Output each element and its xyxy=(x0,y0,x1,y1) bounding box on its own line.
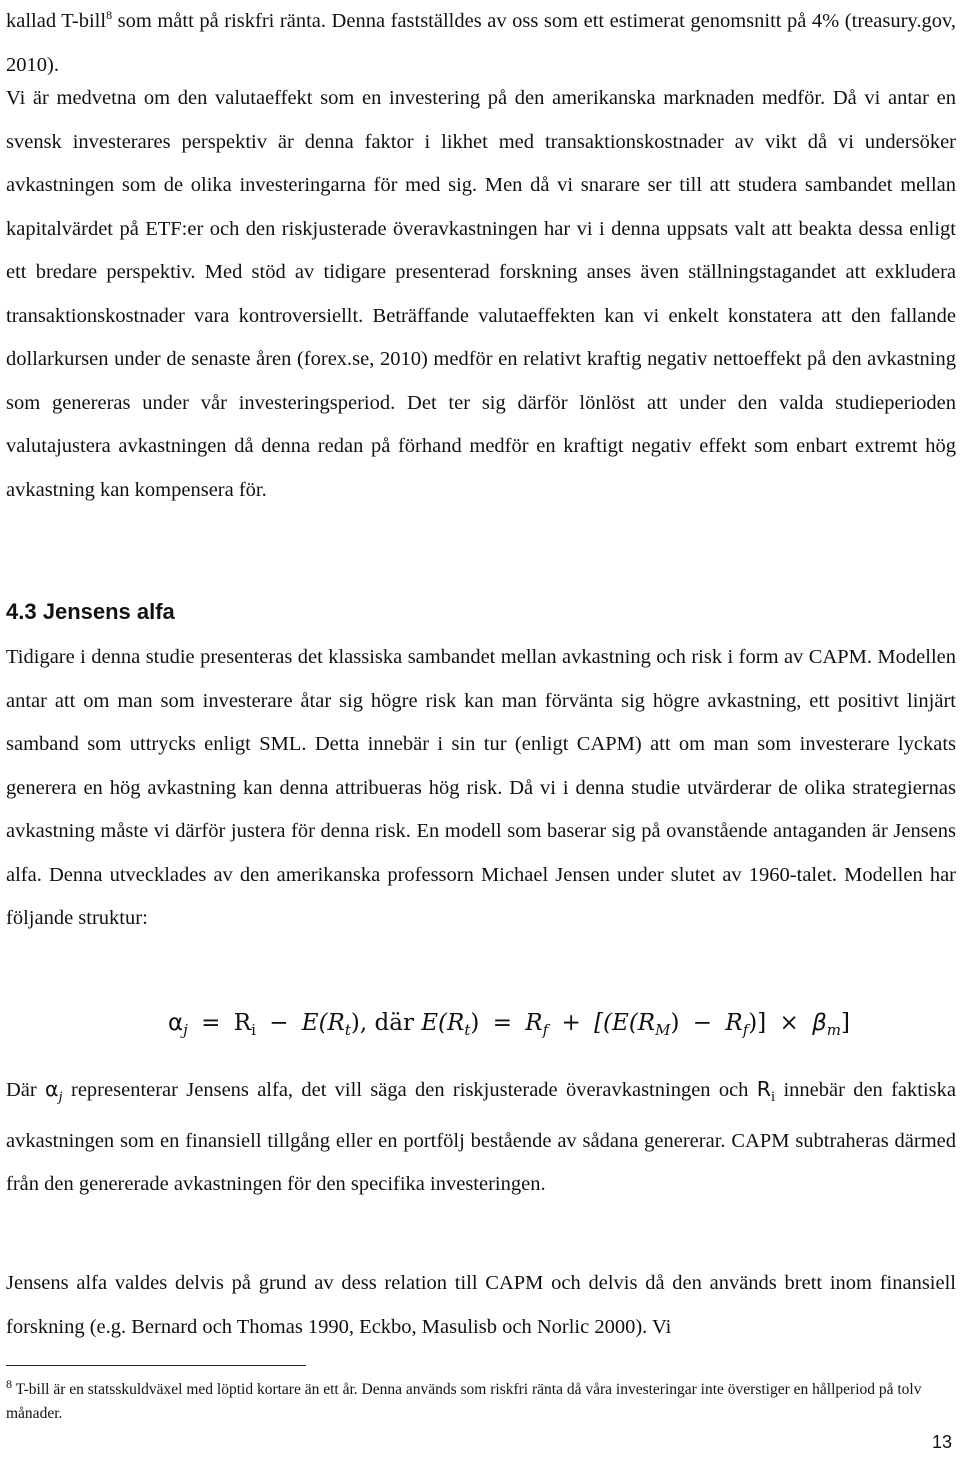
footnote-divider xyxy=(6,1365,306,1366)
formula-expression: E(R xyxy=(421,1010,465,1036)
formula-symbol: R xyxy=(525,1010,543,1036)
paragraph-text: Jensens alfa valdes delvis på grund av dess relation till CAPM och delvis då den används brett inom finansiell forskning (e.g. Bernard och Thomas 1990, Eckbo, Masulisb och Norlic 2000). Vi xyxy=(6,1272,956,1338)
section-number: 4.3 xyxy=(6,599,37,624)
formula-operator: − xyxy=(692,1010,713,1036)
section-title: Jensens alfa xyxy=(42,599,175,624)
paragraph-text: Vi är medvetna om den valutaeffekt som en investering på den amerikanska marknaden medför. Då vi antar en svensk investerares perspektiv är denna faktor i likhet med transaktionskostnader av vikt då vi undersöker avkastningen som de olika investeringarna för med sig. Men då vi snarare ser till att studera sambandet mellan kapitalvärdet på ETF:er och den riskjusterade överavkastningen har vi i denna uppsats valt att beakta dessa enligt ett bredare perspektiv. Med stöd av tidigare presenterad forskning anses även ställningstagandet att exkludera transaktionskostnader vara kontroversiellt. Beträffande valutaeffekten kan vi enkelt konstatera att den fallande dollarkursen under de senaste åren (forex.se, 2010) medför en relativt kraftig negativ nettoeffekt på den avkastning som genereras under vår investeringsperiod. Det ter sig därför lönlöst att under den valda studieperioden valutajustera avkastningen då denna redan på förhand medför en kraftigt negativ effekt som enbart extremt hög avkastning kan kompensera för. xyxy=(6,87,956,501)
inline-subscript: j xyxy=(58,1089,63,1105)
formula-operator: = xyxy=(201,1010,221,1036)
formula-subscript: f xyxy=(542,1021,549,1039)
formula-operator: = xyxy=(492,1010,512,1036)
formula-subscript: m xyxy=(826,1021,842,1039)
footnote-text: T-bill är en statsskuldväxel med löptid kortare än ett år. Denna används som riskfri ränta då våra investeringar inte överstiger en hållperiod på tolv månader. xyxy=(6,1381,922,1422)
inline-R: R xyxy=(756,1077,771,1101)
paragraph-jensens-alpha-intro xyxy=(6,636,956,941)
formula-punctuation: ] xyxy=(841,1010,851,1036)
formula-subscript: M xyxy=(655,1021,671,1039)
formula-symbol: R xyxy=(725,1010,743,1036)
formula-operator: + xyxy=(561,1010,581,1036)
formula-expression: [(E(R xyxy=(594,1010,656,1036)
formula-beta: β xyxy=(812,1010,827,1036)
formula-subscript: t xyxy=(344,1021,351,1039)
formula-subscript: j xyxy=(183,1021,188,1039)
formula-operator: × xyxy=(779,1010,799,1036)
formula-symbol: R xyxy=(233,1010,252,1036)
paragraph-riskfree-rate xyxy=(6,0,956,87)
formula-punctuation: )] xyxy=(748,1010,767,1036)
jensens-alpha-formula xyxy=(168,1003,850,1050)
formula-operator: − xyxy=(269,1010,289,1036)
paragraph-currency-effect xyxy=(6,77,956,512)
paragraph-text: innebär den faktiska avkastningen som en finansiell tillgång eller en portfölj bestående av sådana genererar. CAPM subtraheras därmed från den genererade avkastningen för den specifika investeringen. xyxy=(6,1079,956,1195)
paragraph-formula-explanation xyxy=(6,1068,956,1207)
formula-word: där xyxy=(374,1010,414,1036)
formula-punctuation: ), xyxy=(350,1010,368,1036)
inline-subscript: i xyxy=(770,1089,776,1105)
formula-subscript: t xyxy=(464,1021,471,1039)
paragraph-text: Tidigare i denna studie presenteras det klassiska sambandet mellan avkastning och risk i form av CAPM. Modellen antar att om man som investerare åtar sig högre risk kan man förvänta sig högre avkastning, ett positivt linjärt samband som uttrycks enligt SML. Detta innebär i sin tur (enligt CAPM) att om man som investerare lyckats generera en hög avkastning kan denna attribueras hög risk. Då vi i denna studie utvärderar de olika strategiernas avkastning måste vi därför justera för denna risk. En modell som baserar sig på ovanstående antaganden är Jensens alfa. Denna utvecklades av den amerikanska professorn Michael Jensen under slutet av 1960-talet. Modellen har följande struktur: xyxy=(6,646,956,929)
paragraph-text: som mått på riskfri ränta. Denna fastställdes av oss som ett estimerat genomsnitt på 4% (treasury.gov, 2010). xyxy=(6,10,956,76)
formula-subscript: f xyxy=(742,1021,749,1039)
formula-punctuation: ) xyxy=(670,1010,680,1036)
footnote xyxy=(6,1378,956,1426)
formula-expression: E(R xyxy=(301,1010,345,1036)
footnote-reference[interactable]: 8 xyxy=(106,8,113,23)
formula-punctuation: ) xyxy=(470,1010,480,1036)
formula-subscript: i xyxy=(251,1021,256,1039)
paragraph-text: representerar Jensens alfa, det vill säga den riskjusterade överavkastningen och xyxy=(62,1079,757,1101)
page-number: 13 xyxy=(931,1432,952,1452)
inline-alpha: α xyxy=(45,1077,59,1101)
paragraph-text: kallad T-bill xyxy=(6,10,107,32)
paragraph-text: Där xyxy=(6,1079,46,1101)
section-heading xyxy=(6,592,175,632)
footnote-marker: 8 xyxy=(6,1376,12,1391)
paragraph-motivation xyxy=(6,1262,956,1349)
formula-alpha: α xyxy=(168,1010,184,1036)
